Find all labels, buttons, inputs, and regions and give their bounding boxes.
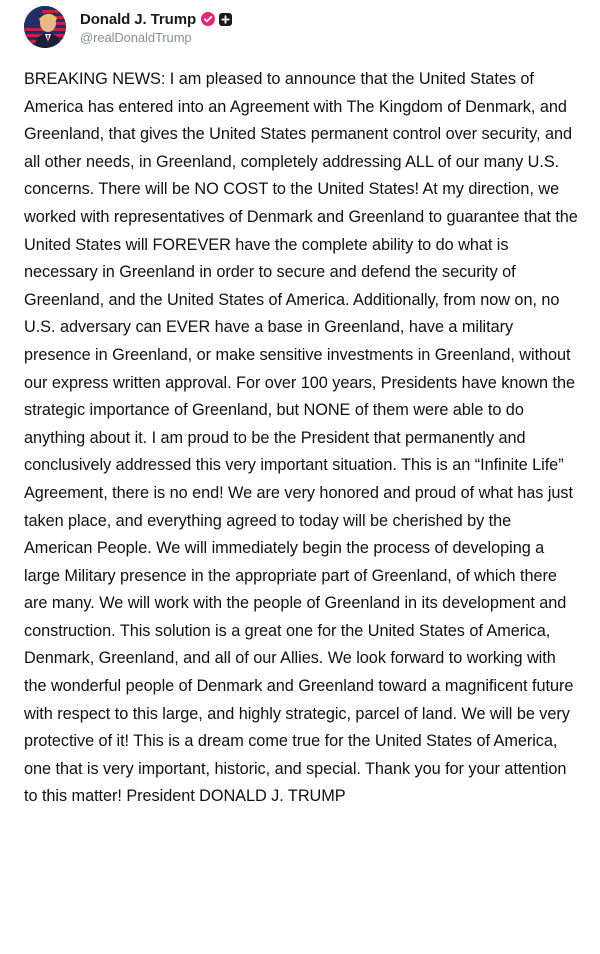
name-row — [80, 9, 232, 29]
display-name[interactable]: Donald J. Trump — [80, 10, 197, 28]
plus-square-icon — [219, 13, 232, 26]
avatar-image — [24, 6, 66, 48]
post-text: BREAKING NEWS: I am pleased to announce that the United States of America has entered into an Agreement with The Kingdom of Denmark, and Greenland, that gives the United States permanent control over security, and all other needs, in Greenland, completely addressing ALL of our many U.S. concerns. There will be NO COST to the United States! At my direction, we worked with representatives of Denmark and Greenland to guarantee that the United States will FOREVER have the complete ability to do what is necessary in Greenland in order to secure and defend the security of Greenland, and the United States of America. Additionally, from now on, no U.S. adversary can EVER have a base in Greenland, have a military presence in Greenland, or make sensitive investments in Greenland, without our express written approval. For over 100 years, Presidents have known the strategic importance of Greenland, but NONE of them were able to do anything about it. I am proud to be the President that permanently and conclusively addressed this very important situation. This is an “Infinite Life” Agreement, there is no end! We are very honored and proud of what has just taken place, and everything agreed to today will be cherished by the American People. We will immediately begin the process of developing a large Military presence in the appropriate part of Greenland, of which there are many. We will work with the people of Greenland in its development and construction. This solution is a great one for the United States of America, Denmark, Greenland, and all of our Allies. We look forward to working with the wonderful people of Denmark and Greenland toward a magnificent future with respect to this large, and highly strategic, parcel of land. We will be very protective of it! This is a dream come true for the United States of America, one that is very important, historic, and special. Thank you for your attention to this matter! President DONALD J. TRUMP — [24, 70, 578, 806]
avatar[interactable] — [24, 6, 66, 48]
verified-badge-icon — [201, 12, 215, 26]
author-names — [80, 9, 232, 45]
handle[interactable]: @realDonaldTrump — [80, 30, 192, 45]
post-header — [24, 4, 232, 50]
